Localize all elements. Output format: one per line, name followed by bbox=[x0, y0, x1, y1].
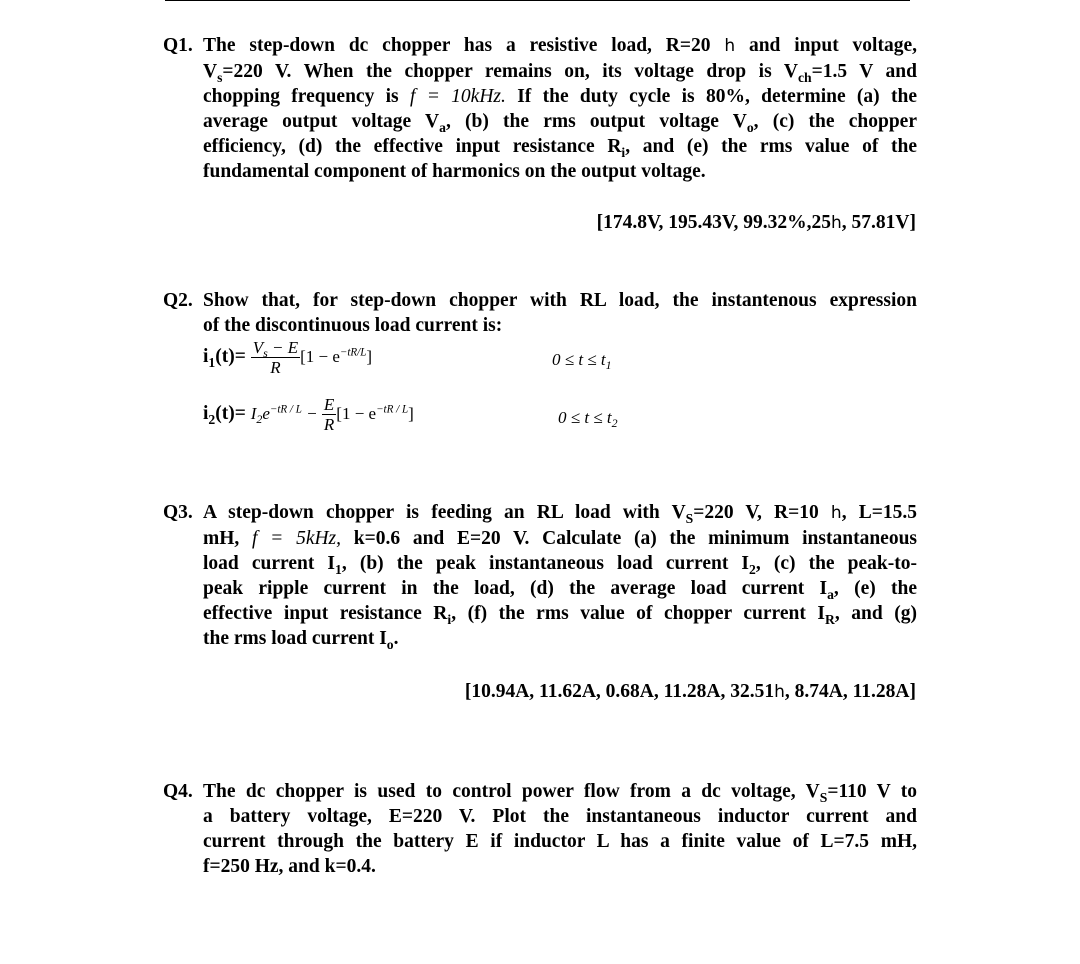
equation-i1: $i_1(t)=$ $\frac{V_s - E}{R}$ $[1 - e^{-tR/L}]$ bbox=[203, 338, 373, 377]
question-text bbox=[203, 500, 917, 651]
frequency-expression: f = 10kHz. bbox=[409, 86, 506, 107]
q4-line-2: a battery voltage, E=220 V. Plot the instantaneous inductor current and bbox=[203, 806, 917, 827]
ohm-symbol: h bbox=[724, 36, 736, 56]
q1-line-1: The step-down dc chopper has a resistive load, R=20 h and input voltage, bbox=[203, 35, 917, 56]
ohm-symbol: h bbox=[831, 213, 842, 233]
question-text bbox=[203, 779, 917, 879]
condition-1: $0 \le t \le t_1$ bbox=[552, 350, 612, 373]
q1-line-5: efficiency, (d) the effective input resistance $R_i$, and (e) the rms value of the bbox=[203, 136, 917, 160]
q1-line-2: $V_s=220$ V. When the chopper remains on, its voltage drop is $V_{ch}=1.5$ V and bbox=[203, 61, 918, 85]
condition-2: $0 \le t \le t_2$ bbox=[558, 408, 618, 431]
question-2 bbox=[163, 288, 917, 338]
q3-line-6: the rms load current $I_o$. bbox=[203, 628, 399, 652]
question-text bbox=[203, 33, 917, 184]
question-1 bbox=[163, 33, 917, 184]
q4-line-1: The dc chopper is used to control power flow from a dc voltage, $V_S=110$ V to bbox=[203, 781, 917, 805]
frequency-expression: f = 5kHz, bbox=[252, 528, 342, 549]
q3-line-2: mH, f = 5kHz, k=0.6 and E=20 V. Calculate (a) the minimum instantaneous bbox=[203, 528, 918, 549]
q4-line-4: f=250 Hz, and k=0.4. bbox=[203, 856, 376, 877]
answer-1: [174.8V, 195.43V, 99.32%,25h, 57.81V] bbox=[596, 212, 916, 233]
q1-line-3: chopping frequency is f = 10kHz. If the duty cycle is 80%, determine (a) the bbox=[203, 86, 917, 107]
q2-line-2: of the discontinuous load current is: bbox=[203, 315, 503, 336]
q3-line-3: load current $I_1$, (b) the peak instantaneous load current $I_2$, (c) the peak-to- bbox=[203, 553, 918, 577]
question-text bbox=[203, 288, 917, 338]
ohm-symbol: h bbox=[774, 682, 785, 702]
q3-line-4: peak ripple current in the load, (d) the average load current $I_a$, (e) the bbox=[203, 578, 917, 602]
question-3 bbox=[163, 500, 917, 651]
answer-3: [10.94A, 11.62A, 0.68A, 11.28A, 32.51h, 8.74A, 11.28A] bbox=[464, 681, 916, 702]
q3-line-5: effective input resistance $R_i$, (f) the rms value of chopper current $I_R$, and (g) bbox=[203, 603, 918, 627]
question-number: Q3. bbox=[163, 502, 193, 523]
top-rule bbox=[165, 0, 910, 1]
equation-label: $i_2(t)=$ bbox=[203, 402, 246, 427]
q3-line-1: A step-down chopper is feeding an RL load with $V_S=220$ V, R=10 h, L=15.5 bbox=[203, 502, 917, 526]
q4-line-3: current through the battery E if inductor L has a finite value of L=7.5 mH, bbox=[203, 831, 917, 852]
equation-label: $i_1(t)=$ bbox=[203, 345, 246, 370]
q1-line-6: fundamental component of harmonics on the output voltage. bbox=[203, 161, 706, 182]
q2-line-1: Show that, for step-down chopper with RL load, the instantenous expression bbox=[203, 290, 917, 311]
fraction: $\frac{E}{R}$ bbox=[323, 395, 335, 434]
q1-line-4: average output voltage $V_a$, (b) the rms output voltage $V_o$, (c) the chopper bbox=[203, 111, 917, 135]
question-number: Q1. bbox=[163, 35, 193, 56]
question-number: Q4. bbox=[163, 781, 193, 802]
equation-i2: $i_2(t)= I_2e^{-tR / L}$ − $\frac{E}{R}$ $[1 - e^{-tR / L}]$ bbox=[203, 395, 414, 434]
fraction: $\frac{V_s - E}{R}$ bbox=[252, 338, 299, 377]
question-number: Q2. bbox=[163, 290, 193, 311]
ohm-symbol: h bbox=[830, 503, 842, 523]
question-4 bbox=[163, 779, 917, 879]
